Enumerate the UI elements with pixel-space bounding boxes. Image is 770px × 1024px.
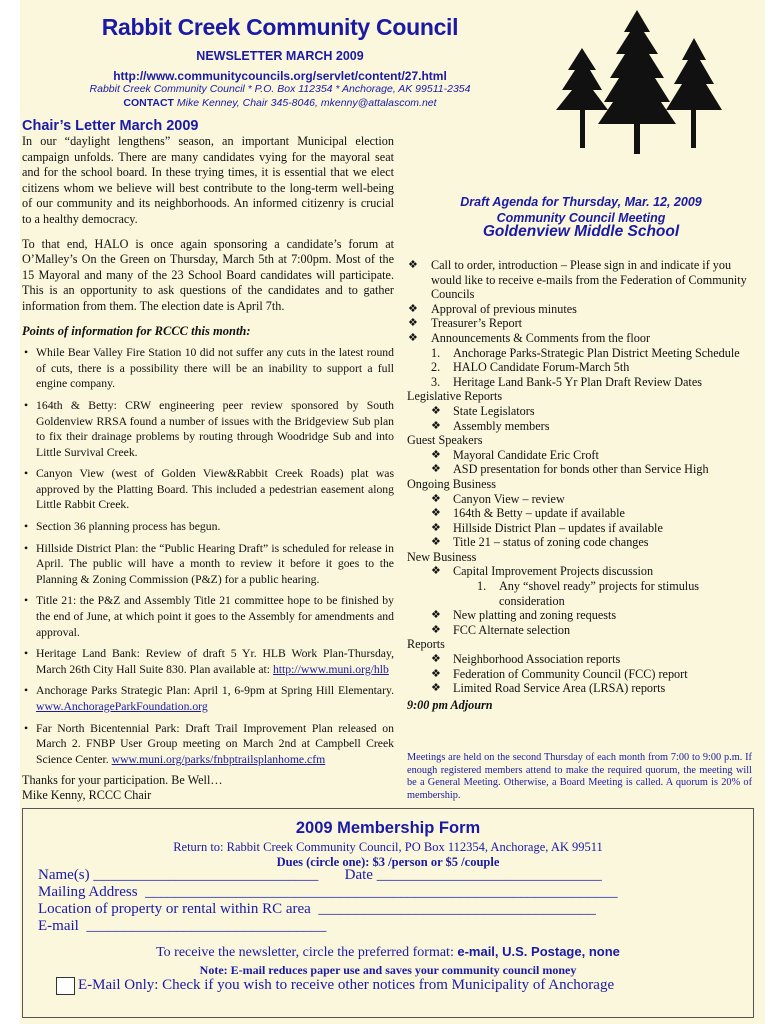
points-heading: Points of information for RCCC this month: xyxy=(22,323,251,338)
membership-form xyxy=(22,808,754,1018)
point-item xyxy=(36,345,394,392)
agenda-item xyxy=(407,302,757,317)
diamond-bullet-icon: ❖ xyxy=(408,317,418,330)
agenda-item-text: Treasurer’s Report xyxy=(431,316,523,331)
point-text: Title 21: the P&Z and Assembly Title 21 committee hope to be finished by the end of June, at which point it goes to the Assembly for amendments and approval. xyxy=(36,594,394,639)
agenda-item xyxy=(407,419,757,434)
item-number: 3. xyxy=(431,374,441,389)
newsletter-issue: NEWSLETTER MARCH 2009 xyxy=(196,49,364,63)
format-options[interactable]: e-mail, U.S. Postage, none xyxy=(457,944,620,959)
agenda-item xyxy=(407,331,757,346)
agenda-item-text: Any “shovel ready” projects for stimulus consideration xyxy=(499,579,700,608)
agenda-item xyxy=(407,360,757,375)
form-dues: Dues (circle one): $3 /person or $5 /couple xyxy=(276,855,500,869)
signature: Mike Kenny, RCCC Chair xyxy=(22,788,152,803)
diamond-bullet-icon: ❖ xyxy=(431,653,441,666)
agenda-item-text: Reports xyxy=(407,637,445,652)
agenda-item xyxy=(407,623,757,638)
adjourn-time: 9:00 pm Adjourn xyxy=(407,697,493,712)
spruce-trees-icon xyxy=(548,8,728,158)
agenda-item xyxy=(407,462,757,477)
email-only-checkbox[interactable] xyxy=(56,977,75,995)
points-list xyxy=(22,345,394,767)
item-number: 2. xyxy=(431,360,441,375)
agenda-item-text: HALO Candidate Forum-March 5th xyxy=(453,360,630,375)
agenda-item xyxy=(407,579,757,608)
agenda-item xyxy=(407,375,757,390)
diamond-bullet-icon: ❖ xyxy=(431,404,441,417)
agenda-item-text: Assembly members xyxy=(453,418,550,433)
website-url[interactable]: http://www.communitycouncils.org/servlet/content/27.html xyxy=(113,69,447,83)
contact-label: CONTACT xyxy=(123,97,174,109)
chair-paragraph-1: In our “daylight lengthens” season, an important Municipal election campaign unfolds. There are many candidates vying for the mayoral seat and for the school board. In these trying times, it is essential that we elect citizens whom we believe will best contribute to the long-term well-being of our community and its neighborhoods. An informed citizenry is crucial to a healthy democracy. xyxy=(22,134,394,226)
property-location-field[interactable]: Location of property or rental within RC area _____________________________________ xyxy=(38,901,596,917)
point-item xyxy=(36,593,394,640)
agenda-item-text: Mayoral Candidate Eric Croft xyxy=(453,447,599,462)
diamond-bullet-icon: ❖ xyxy=(431,667,441,680)
agenda-item-text: 164th & Betty – update if available xyxy=(453,506,625,521)
agenda-item xyxy=(407,667,757,682)
item-number: 1. xyxy=(477,579,487,594)
diamond-bullet-icon: ❖ xyxy=(431,682,441,695)
point-text: Canyon View (west of Golden View&Rabbit Creek Roads) plat was approved by the Platting Board. This included a pedestrian easement along Little Rabbit Creek. xyxy=(36,467,394,512)
chairs-letter xyxy=(22,134,394,803)
point-item xyxy=(36,398,394,460)
point-item xyxy=(36,683,394,714)
diamond-bullet-icon: ❖ xyxy=(431,507,441,520)
item-number: 1. xyxy=(431,345,441,360)
agenda-item-text: Title 21 – status of zoning code changes xyxy=(453,535,649,550)
point-link[interactable]: http://www.muni.org/hlb xyxy=(272,662,389,676)
agenda-item-text: Legislative Reports xyxy=(407,389,503,404)
chairs-letter-heading: Chair’s Letter March 2009 xyxy=(22,118,199,134)
form-note: Note: E-mail reduces paper use and saves your community council money xyxy=(199,963,577,977)
point-text: 164th & Betty: CRW engineering peer review sponsored by South Goldenview RRSA found a number of issues with the Bridgeview Sub plan to fix their drainage problems by routing through Woodridge Sub and into Little Survival Creek. xyxy=(36,398,394,459)
agenda-section xyxy=(407,433,757,448)
point-item xyxy=(36,646,394,677)
diamond-bullet-icon: ❖ xyxy=(431,463,441,476)
agenda-item-text: Call to order, introduction – Please sign in and indicate if you would like to receive e-mails from the Federation of Community Councils xyxy=(431,258,747,302)
diamond-bullet-icon: ❖ xyxy=(408,259,418,271)
point-text: Anchorage Parks Strategic Plan: April 1, 6-9pm at Spring Hill Elementary. xyxy=(36,684,394,698)
agenda-item xyxy=(407,652,757,667)
form-return-address: Return to: Rabbit Creek Community Council, PO Box 112354, Anchorage, AK 99511 xyxy=(173,840,603,854)
agenda-item xyxy=(407,346,757,361)
agenda-item-text: Anchorage Parks-Strategic Plan District Meeting Schedule xyxy=(453,345,740,360)
agenda-item-text: ASD presentation for bonds other than Service High xyxy=(453,462,709,477)
diamond-bullet-icon: ❖ xyxy=(408,302,418,315)
format-prompt: To receive the newsletter, circle the preferred format: xyxy=(156,945,458,960)
agenda-item-text: Announcements & Comments from the floor xyxy=(431,330,651,345)
closing xyxy=(22,773,394,803)
newsletter-title: Rabbit Creek Community Council xyxy=(101,14,459,40)
agenda-item-text: Hillside District Plan – updates if available xyxy=(453,520,663,535)
contact-line xyxy=(60,97,500,109)
diamond-bullet-icon: ❖ xyxy=(431,623,441,636)
point-text: Far North Bicentennial Park: Draft Trail Improvement Plan released on March 2. FNBP User Group meeting on March 2nd at Campbell Creek Science Center. xyxy=(36,721,394,766)
agenda-item xyxy=(407,535,757,550)
agenda-item xyxy=(407,521,757,536)
agenda-list xyxy=(407,258,757,712)
newsletter-format-choice xyxy=(23,944,753,961)
agenda-item-text: Approval of previous minutes xyxy=(431,301,577,316)
agenda-section xyxy=(407,477,757,492)
agenda-section xyxy=(407,637,757,652)
agenda-item xyxy=(407,316,757,331)
point-item xyxy=(36,541,394,588)
agenda-item xyxy=(407,564,757,579)
agenda-item-text: Limited Road Service Area (LRSA) reports xyxy=(453,681,666,696)
agenda-item-text: FCC Alternate selection xyxy=(453,622,571,637)
point-text: Heritage Land Bank: Review of draft 5 Yr. HLB Work Plan-Thursday, March 26th City Hall Suite 830. Plan available at: xyxy=(36,647,394,676)
agenda-item-text: New Business xyxy=(407,549,477,564)
agenda-item xyxy=(407,506,757,521)
agenda-item-text: Guest Speakers xyxy=(407,433,483,448)
point-item xyxy=(36,519,394,535)
form-title: 2009 Membership Form xyxy=(295,819,481,837)
agenda-section xyxy=(407,550,757,565)
agenda-date: Draft Agenda for Thursday, Mar. 12, 2009 xyxy=(460,195,702,209)
diamond-bullet-icon: ❖ xyxy=(431,448,441,461)
point-text: While Bear Valley Fire Station 10 did not suffer any cuts in the latest round of cuts, there is a possibility there will be an inability to support a full engine company. xyxy=(36,346,394,391)
agenda-item-text: Ongoing Business xyxy=(407,476,497,491)
agenda-items xyxy=(407,258,757,696)
chair-paragraph-2: To that end, HALO is once again sponsoring a candidate’s forum at O’Malley’s On the Green on Thursday, March 5th at 7:00pm. Most of the 15 Mayoral and many of the 23 School Board candidates will participate. This is an opportunity to ask questions of the candidates and to gather information from them. The election date is April 7th. xyxy=(22,236,394,313)
email-field[interactable]: E-mail ________________________________ xyxy=(38,918,327,934)
diamond-bullet-icon: ❖ xyxy=(408,331,418,344)
agenda-heading xyxy=(406,195,756,226)
meetings-note: Meetings are held on the second Thursday of each month from 7:00 to 9:00 p.m. If enough registered members attend to make the required quorum, the meeting will be a General Meeting. Otherwise, a Board Meeting is called. A quorum is 20% of membership. xyxy=(407,752,752,802)
diamond-bullet-icon: ❖ xyxy=(431,565,441,578)
name-date-field[interactable]: Name(s) ______________________________ Date ______________________________ xyxy=(38,867,602,883)
point-item xyxy=(36,721,394,768)
thanks-line: Thanks for your participation. Be Well… xyxy=(22,773,223,788)
diamond-bullet-icon: ❖ xyxy=(431,419,441,432)
point-text: Section 36 planning process has begun. xyxy=(36,520,221,534)
agenda-meeting: Community Council Meeting xyxy=(496,210,666,225)
agenda-item-text: New platting and zoning requests xyxy=(453,608,617,623)
agenda-item-text: Neighborhood Association reports xyxy=(453,652,621,667)
agenda-item-text: Capital Improvement Projects discussion xyxy=(453,564,654,579)
agenda-item xyxy=(407,448,757,463)
agenda-item xyxy=(407,681,757,696)
point-link[interactable]: www.muni.org/parks/fnbptrailsplanhome.cfm xyxy=(111,752,326,766)
agenda-location: Goldenview Middle School xyxy=(482,223,680,240)
agenda-section xyxy=(407,389,757,404)
email-only-label: E-Mail Only: Check if you wish to receive other notices from Municipality of Anchorage xyxy=(78,977,615,993)
point-link[interactable]: www.AnchorageParkFoundation.org xyxy=(36,700,208,713)
contact-text: Mike Kenney, Chair 345-8046, mkenny@attalascom.net xyxy=(173,97,437,109)
mailing-address-field[interactable]: Mailing Address _______________________________________________________________ xyxy=(38,884,618,900)
point-text: Hillside District Plan: the “Public Hearing Draft” is scheduled for release in April. The public will have a month to review it before it goes to the Planning & Zoning Commission (P&Z) for a public hearing. xyxy=(36,541,394,586)
agenda-item-text: Federation of Community Council (FCC) report xyxy=(453,666,688,681)
agenda-item-text: State Legislators xyxy=(453,403,535,418)
agenda-item xyxy=(407,258,757,302)
diamond-bullet-icon: ❖ xyxy=(431,536,441,549)
mailing-address: Rabbit Creek Community Council * P.O. Box 112354 * Anchorage, AK 99511-2354 xyxy=(89,83,471,95)
diamond-bullet-icon: ❖ xyxy=(431,521,441,534)
agenda-item-text: Heritage Land Bank-5 Yr Plan Draft Review Dates xyxy=(453,374,702,389)
point-item xyxy=(36,466,394,513)
agenda-item xyxy=(407,608,757,623)
agenda-item xyxy=(407,404,757,419)
diamond-bullet-icon: ❖ xyxy=(431,492,441,505)
diamond-bullet-icon: ❖ xyxy=(431,609,441,622)
agenda-item-text: Canyon View – review xyxy=(453,491,565,506)
agenda-item xyxy=(407,492,757,507)
